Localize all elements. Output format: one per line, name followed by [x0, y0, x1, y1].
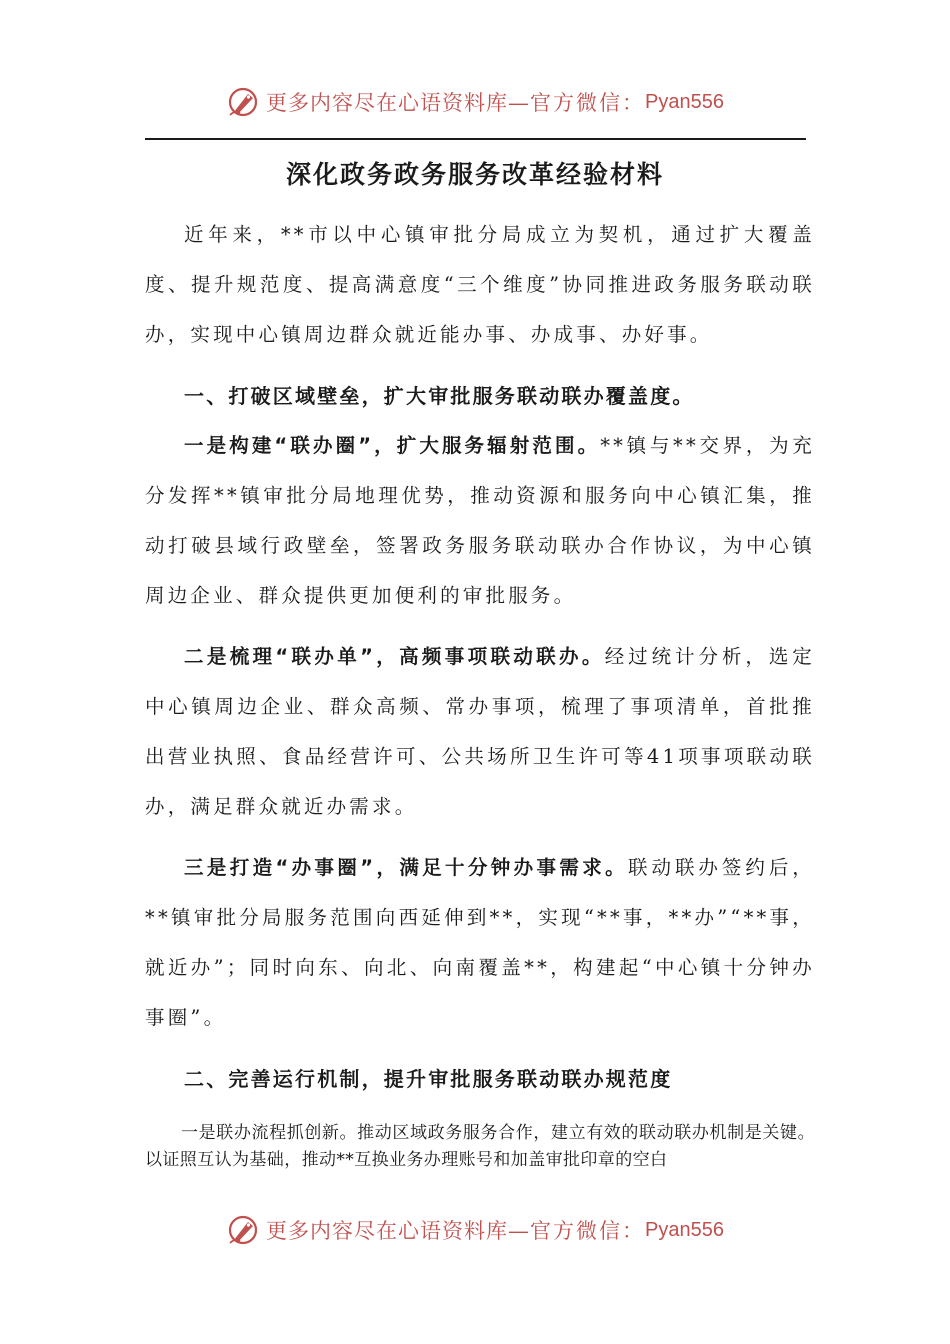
- section-1-item-1: [145, 421, 815, 621]
- banner-wechat-id: Pyan556: [645, 90, 724, 113]
- intro-paragraph: 近年来，**市以中心镇审批分局成立为契机，通过扩大覆盖度、提升规范度、提高满意度“三个维度”协同推进政务服务联动联办，实现中心镇周边群众就近能办事、办成事、办好事。: [145, 223, 815, 346]
- banner-slogan: 更多内容尽在心语资料库—: [266, 91, 531, 115]
- document-body: [145, 210, 815, 1174]
- item-lead: 一是构建“联办圈”，扩大服务辐射范围。: [184, 434, 601, 457]
- header-banner: [0, 82, 950, 122]
- item-lead: 三是打造“办事圈”，满足十分钟办事需求。: [184, 856, 629, 879]
- banner-wechat-label: 官方微信：: [530, 91, 646, 115]
- item-lead: 二是梳理“联办单”，高频事项联动联办。: [184, 645, 605, 668]
- footer-banner: [0, 1210, 950, 1250]
- banner-slogan: 更多内容尽在心语资料库—: [266, 1219, 531, 1243]
- section-1-item-3: [145, 843, 815, 1043]
- item-text: 联动联办签约后，**镇审批分局服务范围向西延伸到**，实现“**事，**办”“**事，就近办”；同时向东、向北、向南覆盖**，构建起“中心镇十分钟办事圈”。: [145, 856, 815, 1029]
- item-text: **镇与**交界，为充分发挥**镇审批分局地理优势，推动资源和服务向中心镇汇集，推动打破县域行政壁垒，签署政务服务联动联办合作协议，为中心镇周边企业、群众提供更加便利的审批服务。: [145, 434, 815, 607]
- item-text: 经过统计分析，选定中心镇周边企业、群众高频、常办事项，梳理了事项清单，首批推出营业执照、食品经营许可、公共场所卫生许可等41项事项联动联办，满足群众就近办需求。: [145, 645, 815, 818]
- header-divider: [145, 138, 806, 140]
- document-title: 深化政务政务服务改革经验材料: [285, 160, 664, 189]
- section-1-item-2: [145, 632, 815, 832]
- section-1-heading: 一、打破区域壁垒，扩大审批服务联动联办覆盖度。: [184, 384, 695, 408]
- pen-nib-logo-icon: [226, 85, 260, 119]
- banner-wechat-id: Pyan556: [645, 1218, 724, 1241]
- section-2-item-1: 一是联办流程抓创新。推动区域政务服务合作，建立有效的联动联办机制是关键。以证照互认为基础，推动**互换业务办理账号和加盖审批印章的空白: [145, 1123, 815, 1170]
- pen-nib-logo-icon: [226, 1213, 260, 1247]
- banner-wechat-label: 官方微信：: [530, 1219, 646, 1243]
- section-2-heading: 二、完善运行机制，提升审批服务联动联办规范度: [184, 1067, 673, 1091]
